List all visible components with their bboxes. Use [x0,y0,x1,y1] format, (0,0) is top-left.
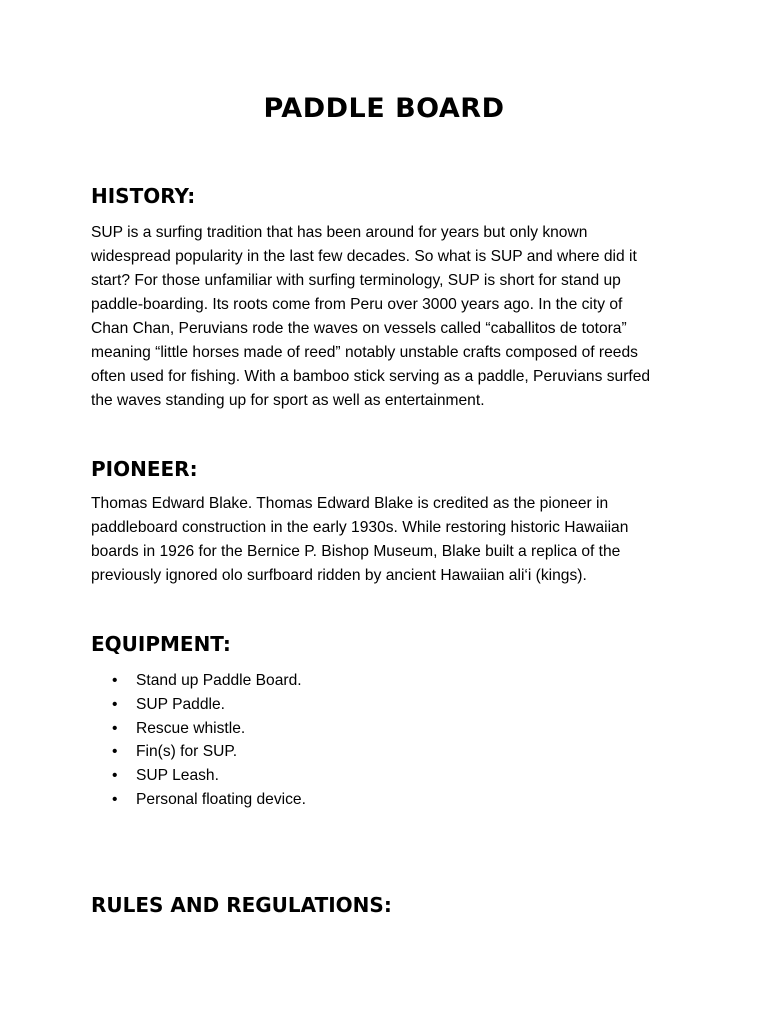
equipment-item-text: Stand up Paddle Board. [136,672,302,689]
bullet-icon: • [112,767,118,785]
equipment-item-text: SUP Paddle. [136,695,226,713]
history-line: start? For those unfamiliar with surfing terminology, SUP is short for stand up [91,272,621,289]
rules-heading: RULES AND REGULATIONS: [91,893,392,917]
bullet-icon: • [112,790,118,808]
history-line: SUP is a surfing tradition that has been around for years but only known [91,224,588,241]
pioneer-line: boards in 1926 for the Bernice P. Bishop Museum, Blake built a replica of the [91,543,621,560]
bullet-icon: • [112,719,118,737]
equipment-item-text: Fin(s) for SUP. [136,743,238,761]
equipment-item-text: Rescue whistle. [136,719,246,737]
history-line: often used for fishing. With a bamboo stick serving as a paddle, Peruvians surfed [91,368,651,385]
bullet-icon: • [112,672,118,689]
history-line: the waves standing up for sport as well as entertainment. [91,392,485,409]
bullet-icon: • [112,695,118,713]
pioneer-line: previously ignored olo surfboard ridden by ancient Hawaiian ali‘i (kings). [91,567,587,584]
equipment-heading: EQUIPMENT: [91,632,231,656]
pioneer-paragraph [91,492,681,588]
history-heading: HISTORY: [91,184,196,208]
document-title: PADDLE BOARD [263,93,505,124]
equipment-item-text: SUP Leash. [136,767,219,785]
history-line: Chan Chan, Peruvians rode the waves on vessels called “caballitos de totora” [91,320,627,337]
history-line: paddle-boarding. Its roots come from Peru over 3000 years ago. In the city of [91,296,623,313]
history-paragraph [91,221,681,413]
pioneer-line: Thomas Edward Blake. Thomas Edward Blake is credited as the pioneer in [91,495,609,512]
bullet-icon: • [112,743,118,761]
equipment-item-text: Personal floating device. [136,790,306,808]
history-line: meaning “little horses made of reed” notably unstable crafts composed of reeds [91,344,638,361]
pioneer-line: paddleboard construction in the early 1930s. While restoring historic Hawaiian [91,519,629,536]
pioneer-heading: PIONEER: [91,457,198,481]
history-line: widespread popularity in the last few decades. So what is SUP and where did it [91,248,637,265]
